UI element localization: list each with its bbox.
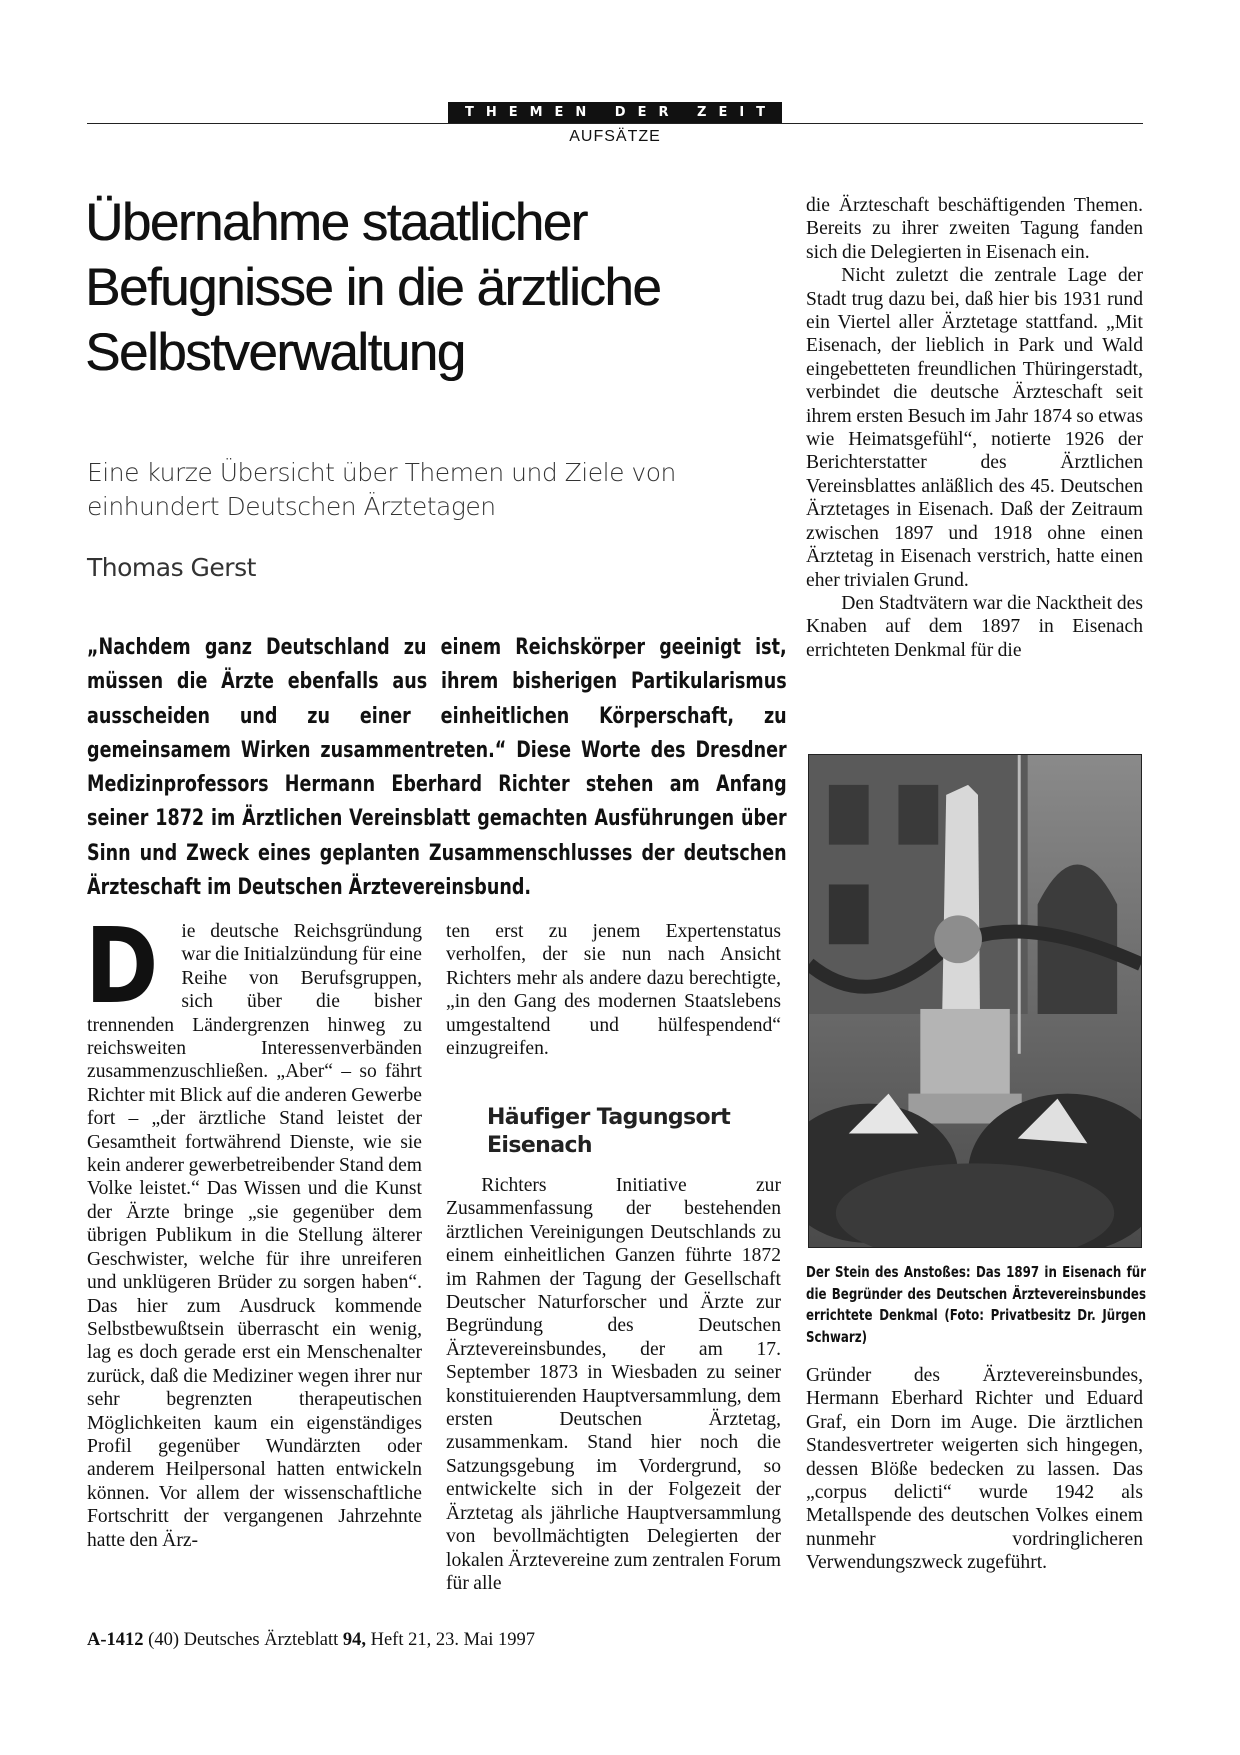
article-lead: „Nachdem ganz Deutschland zu einem Reichskörper geeinigt ist, müssen die Ärzte ebenfalls aus ihrem bisherigen Partikularismus ausscheiden und zu einer einheitlichen Körperschaft, zu gemeinsamem Wirken zusammentreten.“ Diese Worte des Dresdner Medizinprofessors Hermann Eberhard Richter stehen am Anfang seiner 1872 im Ärztlichen Vereinsblatt gemachten Ausführungen über Sinn und Zweck eines geplanten Zusammenschlusses der deutschen Ärzteschaft im Deutschen Ärztevereinsbund. [87,634,787,901]
body-paragraph: ten erst zu jenem Expertenstatus verholfen, der sie nun nach Ansicht Richters mehr als andere dazu berechtigte, „in den Gang des modernen Staatslebens umgestaltend und hülfespendend“ einzugreifen. [446,921,781,1060]
body-paragraph: Nicht zuletzt die zentrale Lage der Stadt trug dazu bei, daß hier bis 1931 rund ein Viertel aller Ärztetage stattfand. „Mit Eisenach, der lieblich in Park und Wald eingebetteten freundlichen Thüringerstadt, verbindet die deutsche Ärzteschaft seit ihrem ersten Besuch im Jahr 1874 so etwas wie Heimatsgefühl“, notierte 1926 der Berichterstatter des Ärztlichen Vereinsblattes anläßlich des 45. Deutschen Ärztetages in Eisenach. Daß der Zeitraum zwischen 1897 und 1918 ohne einen Ärztetag in Eisenach verstrich, hatte einen eher trivialen Grund. [806,265,1143,591]
article-subtitle: Eine kurze Übersicht über Themen und Ziele von einhundert Deutschen Ärztetagen [87,458,676,521]
section-label: THEMEN DER ZEIT [448,102,782,123]
footer-issue: Heft 21, 23. Mai 1997 [370,1630,536,1650]
photo-placeholder-graphic [809,755,1141,1247]
body-column-1 [85,905,422,1552]
body-column-3 [806,194,1143,662]
body-column-2b [446,1174,781,1595]
header-rule [87,123,1143,124]
footer-publication: (40) Deutsches Ärzteblatt [148,1630,339,1650]
article-headline: Übernahme staatlicher Befugnisse in die ärztliche Selbstverwaltung [85,193,661,382]
photo-caption: Der Stein des Anstoßes: Das 1897 in Eisenach für die Begründer des Deutschen Ärztevereinsbundes errichtete Denkmal (Foto: Privatbesitz Dr. Jürgen Schwarz) [806,1264,1146,1346]
body-paragraph: Gründer des Ärztevereinsbundes, Hermann Eberhard Richter und Eduard Graf, ein Dorn im Auge. Die ärztlichen Standesvertreter weigerten sich hingegen, dessen Blöße bedecken zu lassen. Das „corpus delicti“ wurde 1942 als Metallspende des deutschen Volkes einem nunmehr vordringlicheren Verwendungszweck zugeführt. [806,1365,1143,1574]
monument-photo [808,754,1142,1248]
body-column-3b [806,1364,1143,1575]
section-subheading: Häufiger Tagungsort Eisenach [487,1105,731,1158]
body-paragraph: die Ärzteschaft beschäftigenden Themen. Bereits zu ihrer zweiten Tagung fanden sich die Delegierten in Eisenach ein. [806,195,1143,263]
body-paragraph: Richters Initiative zur Zusammenfassung der bestehenden ärztlichen Vereinigungen Deutschlands zu einem einheitlichen Ganzen führte 1872 im Rahmen der Tagung der Gesellschaft Deutscher Naturforscher und Ärzte zur Begründung des Deutschen Ärztevereinsbundes, der am 17. September 1873 in Wiesbaden zu seiner konstituierenden Hauptversammlung, dem ersten Deutschen Ärztetag, zusammenkam. Stand hier noch die Satzungsgebung im Vordergrund, so entwickelte sich in der Folgezeit der Ärztetag als jährliche Hauptversammlung von bevollmächtigten Delegierten der lokalen Ärztevereine zum zentralen Forum für alle [446,1175,781,1594]
body-column-2 [446,920,781,1060]
dropcap: D [85,905,159,1027]
page-number: A-1412 [87,1630,144,1650]
body-paragraph: Den Stadtvätern war die Nacktheit des Knaben auf dem 1897 in Eisenach errichteten Denkmal für die [806,592,1143,661]
article-author: Thomas Gerst [87,553,256,582]
footer-volume: 94, [342,1630,366,1650]
subsection-label: AUFSÄTZE [569,128,661,145]
page-footer [87,1630,535,1651]
body-paragraph: ie deutsche Reichsgründung war die Initialzündung für eine Reihe von Berufsgruppen, sich über die bisher trennenden Ländergrenzen hinweg zu reichsweiten Interessenverbänden zusammenzuschließen. „Aber“ – so fährt Richter mit Blick auf die anderen Gewerbe fort – „der ärztliche Stand leistet der Gesamtheit fortwährend Dienste, wie sie kein anderer gewerbetreibender Stand dem Volke leistet.“ Das Wissen und die Kunst der Ärzte bringe „sie gegenüber dem übrigen Publikum in die Stellung älterer Geschwister, welche für ihre unreiferen und unklügeren Brüder zu sorgen haben“. Das hier zum Ausdruck kommende Selbstbewußtsein überrascht ein wenig, lag es doch gerade erst ein Menschenalter zurück, daß die Mediziner wegen ihrer nur sehr begrenzten therapeutischen Möglichkeiten kaum ein eigenständiges Profil gegenüber Wundärzten oder anderem Heilpersonal hatten entwickeln können. Vor allem der wissenschaftliche Fortschritt der vergangenen Jahrzehnte hatte den Ärz- [87,921,422,1551]
